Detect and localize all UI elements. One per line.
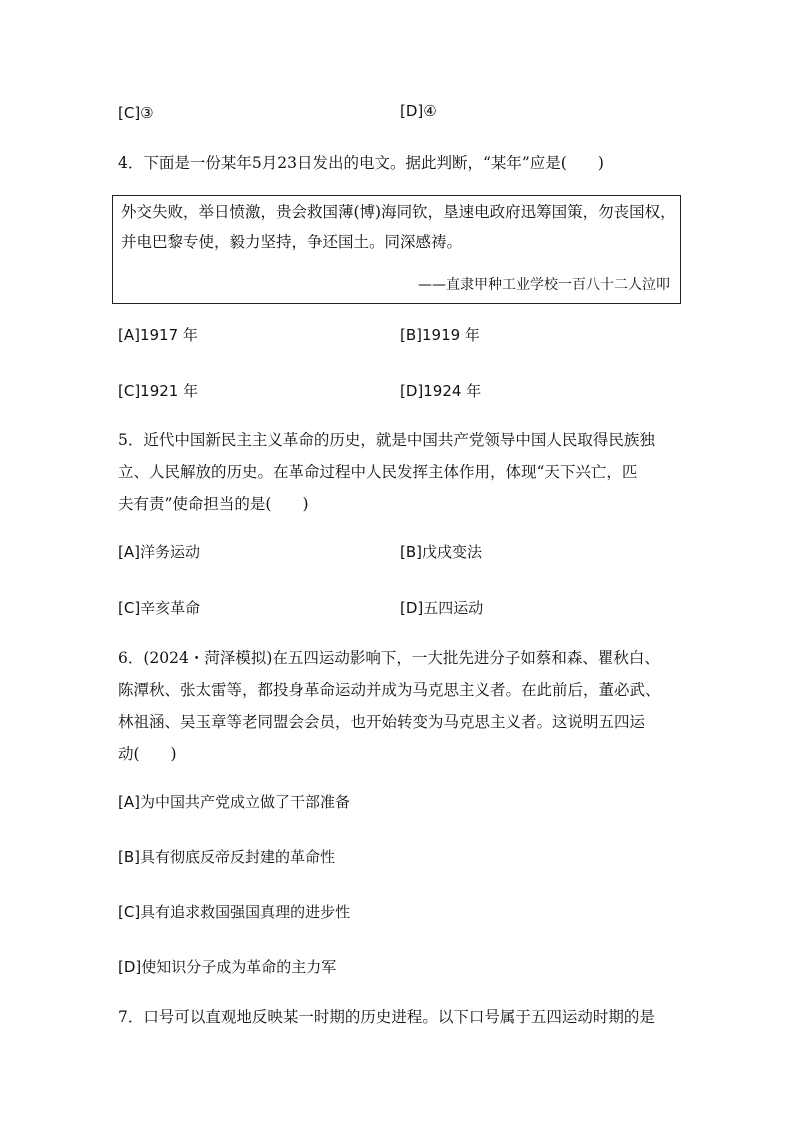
question-5-stem: 立、人民解放的历史。在革命过程中人民发挥主体作用，体现“天下兴亡，匹 [118, 463, 638, 481]
quote-line: 外交失败，举日愤激，贵会救国薄(博)海同钦，垦速电政府迅筹国策，勿丧国权， [121, 203, 676, 221]
option-c: [C]具有追求救国强国真理的进步性 [118, 903, 351, 921]
telegram-quote-box [112, 195, 681, 304]
option-c: [C]1921 年 [118, 382, 199, 400]
question-6-stem: 6．(2024・菏泽模拟)在五四运动影响下，一大批先进分子如蔡和森、瞿秋白、 [118, 649, 660, 667]
quote-attribution: ——直隶甲种工业学校一百八十二人泣叩 [418, 277, 670, 293]
question-7-stem: 7．口号可以直观地反映某一时期的历史进程。以下口号属于五四运动时期的是 [118, 1008, 655, 1026]
option-b: [B]具有彻底反帝反封建的革命性 [118, 848, 335, 866]
question-4-stem: 4．下面是一份某年5月23日发出的电文。据此判断，“某年”应是( ) [118, 154, 604, 172]
option-d: [D]1924 年 [400, 382, 482, 400]
option-c: [C]③ [118, 104, 154, 122]
question-6-stem: 林祖涵、吴玉章等老同盟会会员，也开始转变为马克思主义者。这说明五四运 [118, 713, 646, 731]
option-c: [C]辛亥革命 [118, 599, 201, 617]
question-5-stem: 5．近代中国新民主主义革命的历史，就是中国共产党领导中国人民取得民族独 [118, 431, 655, 449]
quote-line: 并电巴黎专使，毅力坚持，争还国土。同深感祷。 [121, 233, 463, 251]
option-b: [B]戊戌变法 [400, 543, 482, 561]
option-d: [D]五四运动 [400, 599, 484, 617]
option-b: [B]1919 年 [400, 326, 480, 344]
option-a: [A]1917 年 [118, 326, 198, 344]
option-d: [D]使知识分子成为革命的主力军 [118, 958, 337, 976]
question-5-stem: 夫有责”使命担当的是( ) [118, 495, 309, 513]
question-6-stem: 动( ) [118, 745, 177, 763]
question-6-stem: 陈潭秋、张太雷等，都投身革命运动并成为马克思主义者。在此前后，董必武、 [118, 681, 661, 699]
option-a: [A]为中国共产党成立做了干部准备 [118, 793, 350, 811]
option-a: [A]洋务运动 [118, 543, 200, 561]
option-d: [D]④ [400, 102, 437, 120]
